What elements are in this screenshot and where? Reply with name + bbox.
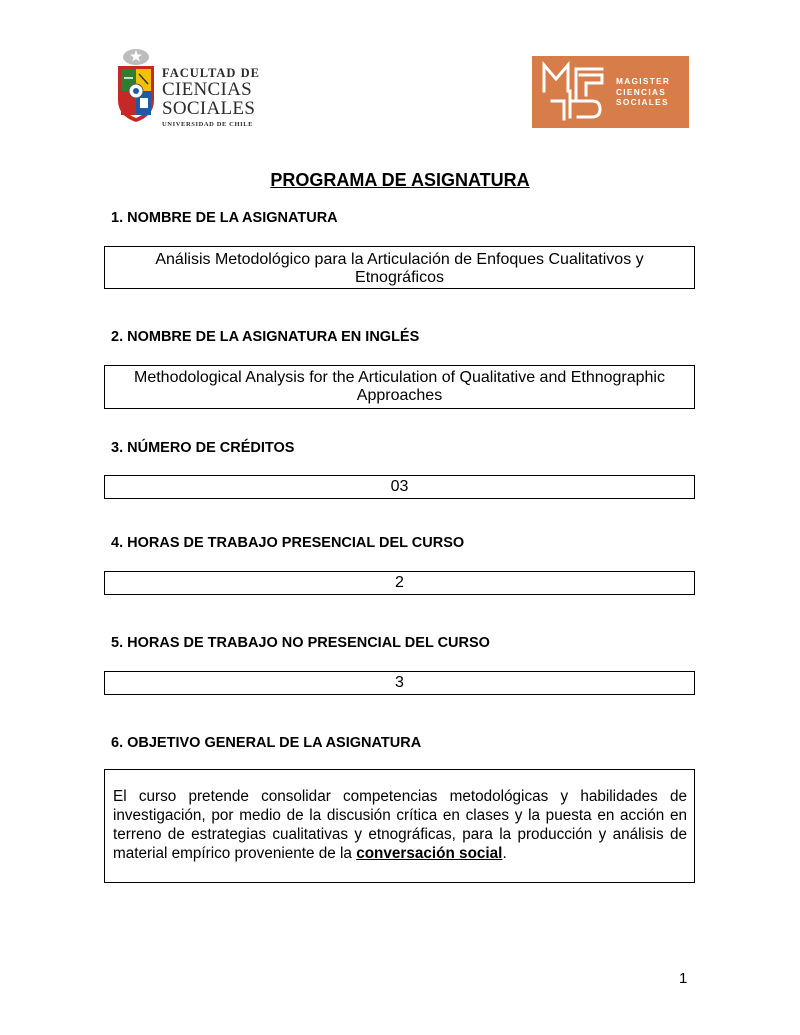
document-title: PROGRAMA DE ASIGNATURA	[270, 170, 530, 190]
general-objective-highlight: conversación social	[356, 845, 503, 862]
section-2-heading: 2. NOMBRE DE LA ASIGNATURA EN INGLÉS	[111, 329, 420, 345]
faculty-name	[162, 66, 277, 128]
magister-line-3: SOCIALES	[616, 97, 669, 107]
magister-logo	[532, 56, 689, 128]
faculty-line-3: SOCIALES	[162, 98, 256, 119]
mcs-monogram-icon	[540, 61, 612, 123]
section-1-heading: 1. NOMBRE DE LA ASIGNATURA	[111, 210, 338, 226]
general-objective-text: El curso pretende consolidar competencias metodológicas y habilidades de investigación, por medio de la discusión crítica en clases y la puesta en acción en terreno de estrategias cualitativas y etnográficas, para la producción y análisis de material empírico proveniente de la	[113, 788, 687, 862]
faculty-line-2: CIENCIAS	[162, 79, 253, 100]
presential-hours-box	[104, 571, 695, 595]
magister-line-1: MAGISTER	[616, 76, 671, 86]
course-name-box	[104, 246, 695, 289]
presential-hours-value: 2	[395, 574, 404, 591]
page-number: 1	[679, 970, 688, 987]
non-presential-hours-value: 3	[395, 674, 404, 691]
non-presential-hours-box	[104, 671, 695, 695]
magister-name	[616, 76, 670, 108]
course-name-english-line-2: Approaches	[356, 387, 443, 404]
course-name-line-1: Análisis Metodológico para la Articulación de Enfoques Cualitativos y	[155, 251, 644, 268]
magister-line-2: CIENCIAS	[616, 86, 667, 97]
section-6-heading: 6. OBJETIVO GENERAL DE LA ASIGNATURA	[111, 735, 422, 751]
section-3-heading: 3. NÚMERO DE CRÉDITOS	[111, 440, 295, 456]
course-name-line-2: Etnográficos	[355, 269, 444, 286]
faculty-logo	[112, 48, 272, 128]
section-5-heading: 5. HORAS DE TRABAJO NO PRESENCIAL DEL CURSO	[111, 635, 490, 651]
faculty-line-1: FACULTAD DE	[162, 66, 260, 80]
credits-value: 03	[390, 478, 409, 495]
section-4-heading: 4. HORAS DE TRABAJO PRESENCIAL DEL CURSO	[111, 535, 465, 551]
general-objective-box	[104, 769, 695, 883]
faculty-line-4: UNIVERSIDAD DE CHILE	[162, 121, 254, 128]
university-crest-icon	[112, 48, 160, 124]
credits-box	[104, 475, 695, 499]
general-objective-tail: .	[502, 845, 507, 862]
course-name-english-box	[104, 365, 695, 409]
course-name-english-line-1: Methodological Analysis for the Articulation of Qualitative and Ethnographic	[134, 369, 665, 386]
